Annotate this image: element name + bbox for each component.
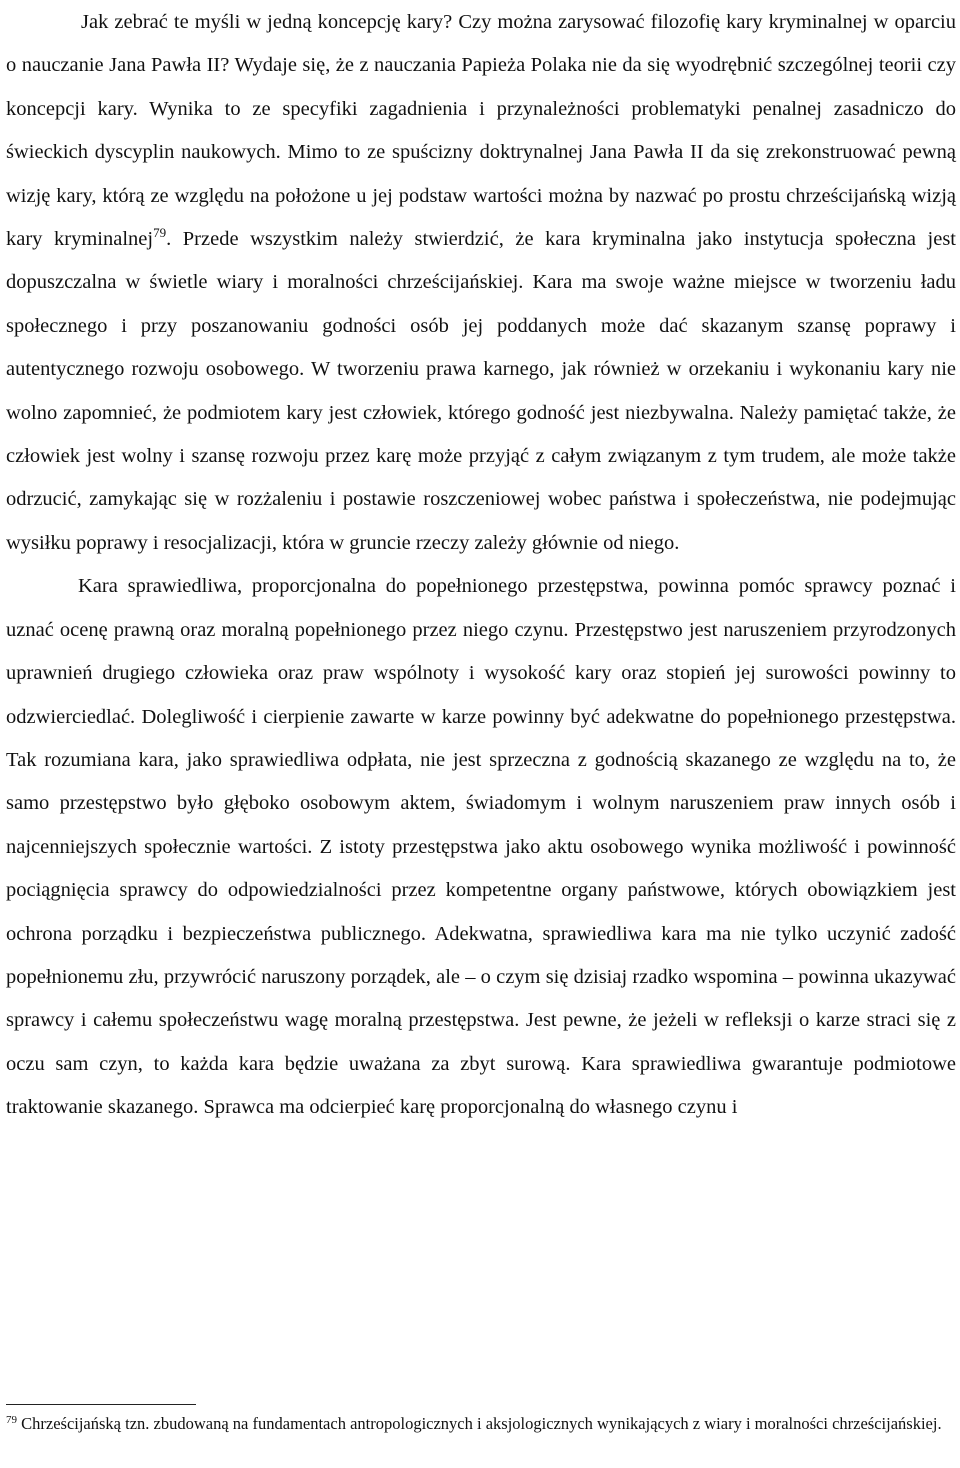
main-text: [6, 0, 956, 1130]
footnote-divider: [6, 1404, 196, 1405]
footnote-text: Chrześcijańską tzn. zbudowaną na fundamentach antropologicznych i aksjologicznych wynikających z wiary i moralności chrześcijańskiej.: [21, 1414, 942, 1433]
paragraph-1-text-a: Jak zebrać te myśli w jedną koncepcję kary? Czy można zarysować filozofię kary kryminalnej w oparciu o nauczanie Jana Pawła II? Wydaje się, że z nauczania Papieża Polaka nie da się wyodrębnić szczególnej teorii czy koncepcji kary. Wynika to ze specyfiki zagadnienia i przynależności problematyki penalnej zasadniczo do świeckich dyscyplin naukowych. Mimo to ze spuścizny doktrynalnej Jana Pawła II da się zrekonstruować pewną wizję kary, którą ze względu na położone u jej podstaw wartości można by nazwać po prostu chrześcijańską wizją kary kryminalnej: [6, 11, 956, 251]
footnote-reference: 79: [153, 225, 167, 241]
document-page: [6, 0, 956, 1130]
paragraph-2-text: Kara sprawiedliwa, proporcjonalna do popełnionego przestępstwa, powinna pomóc sprawcy poznać i uznać ocenę prawną oraz moralną popełnionego przez niego czynu. Przestępstwo jest naruszeniem przyrodzonych uprawnień drugiego człowieka oraz praw wspólnoty i wysokość kary oraz stopień jej surowości powinny to odzwierciedlać. Dolegliwość i cierpienie zawarte w karze powinny być adekwatne do popełnionego przestępstwa. Tak rozumiana kara, jako sprawiedliwa odpłata, nie jest sprzeczna z godnością skazanego ze względu na to, że samo przestępstwo było głęboko osobowym aktem, świadomym i wolnym naruszeniem praw innych osób i najcenniejszych społecznie wartości. Z istoty przestępstwa jako aktu osobowego wynika możliwość i powinność pociągnięcia sprawcy do odpowiedzialności przez kompetentne organy państwowe, których obowiązkiem jest ochrona porządku i bezpieczeństwa publicznego. Adekwatna, sprawiedliwa kara ma nie tylko uczynić zadość popełnionemu złu, przywrócić naruszony porządek, ale – o czym się dzisiaj rzadko wspomina – powinna ukazywać sprawcy i całemu społeczeństwu wagę moralną przestępstwa. Jest pewne, że jeżeli w refleksji o karze straci się z oczu sam czyn, to każda kara będzie uważana za zbyt surową. Kara sprawiedliwa gwarantuje podmiotowe traktowanie skazanego. Sprawca ma odcierpieć karę proporcjonalną do własnego czynu i: [6, 575, 956, 1119]
paragraph-1-text-b: . Przede wszystkim należy stwierdzić, że kara kryminalna jako instytucja społeczna jest dopuszczalna w świetle wiary i moralności chrześcijańskiej. Kara ma swoje ważne miejsce w tworzeniu ładu społecznego i przy poszanowaniu godności osób jej poddanych może dać skazanym szansę poprawy i autentycznego rozwoju osobowego. W tworzeniu prawa karnego, jak również w orzekaniu i wykonaniu kary nie wolno zapomnieć, że podmiotem kary jest człowiek, którego godność jest niezbywalna. Należy pamiętać także, że człowiek jest wolny i szansę rozwoju przez karę może przyjąć z całym związanym z tym trudem, ale może także odrzucić, zamykając się w rozżaleniu i postawie roszczeniowej wobec państwa i społeczeństwa, nie podejmując wysiłku poprawy i resocjalizacji, która w gruncie rzeczy zależy głównie od niego.: [6, 228, 956, 554]
paragraph-2: [6, 565, 956, 1129]
paragraph-1: [6, 1, 956, 565]
footnote: [6, 1412, 956, 1436]
footnote-number: 79: [6, 1414, 17, 1426]
